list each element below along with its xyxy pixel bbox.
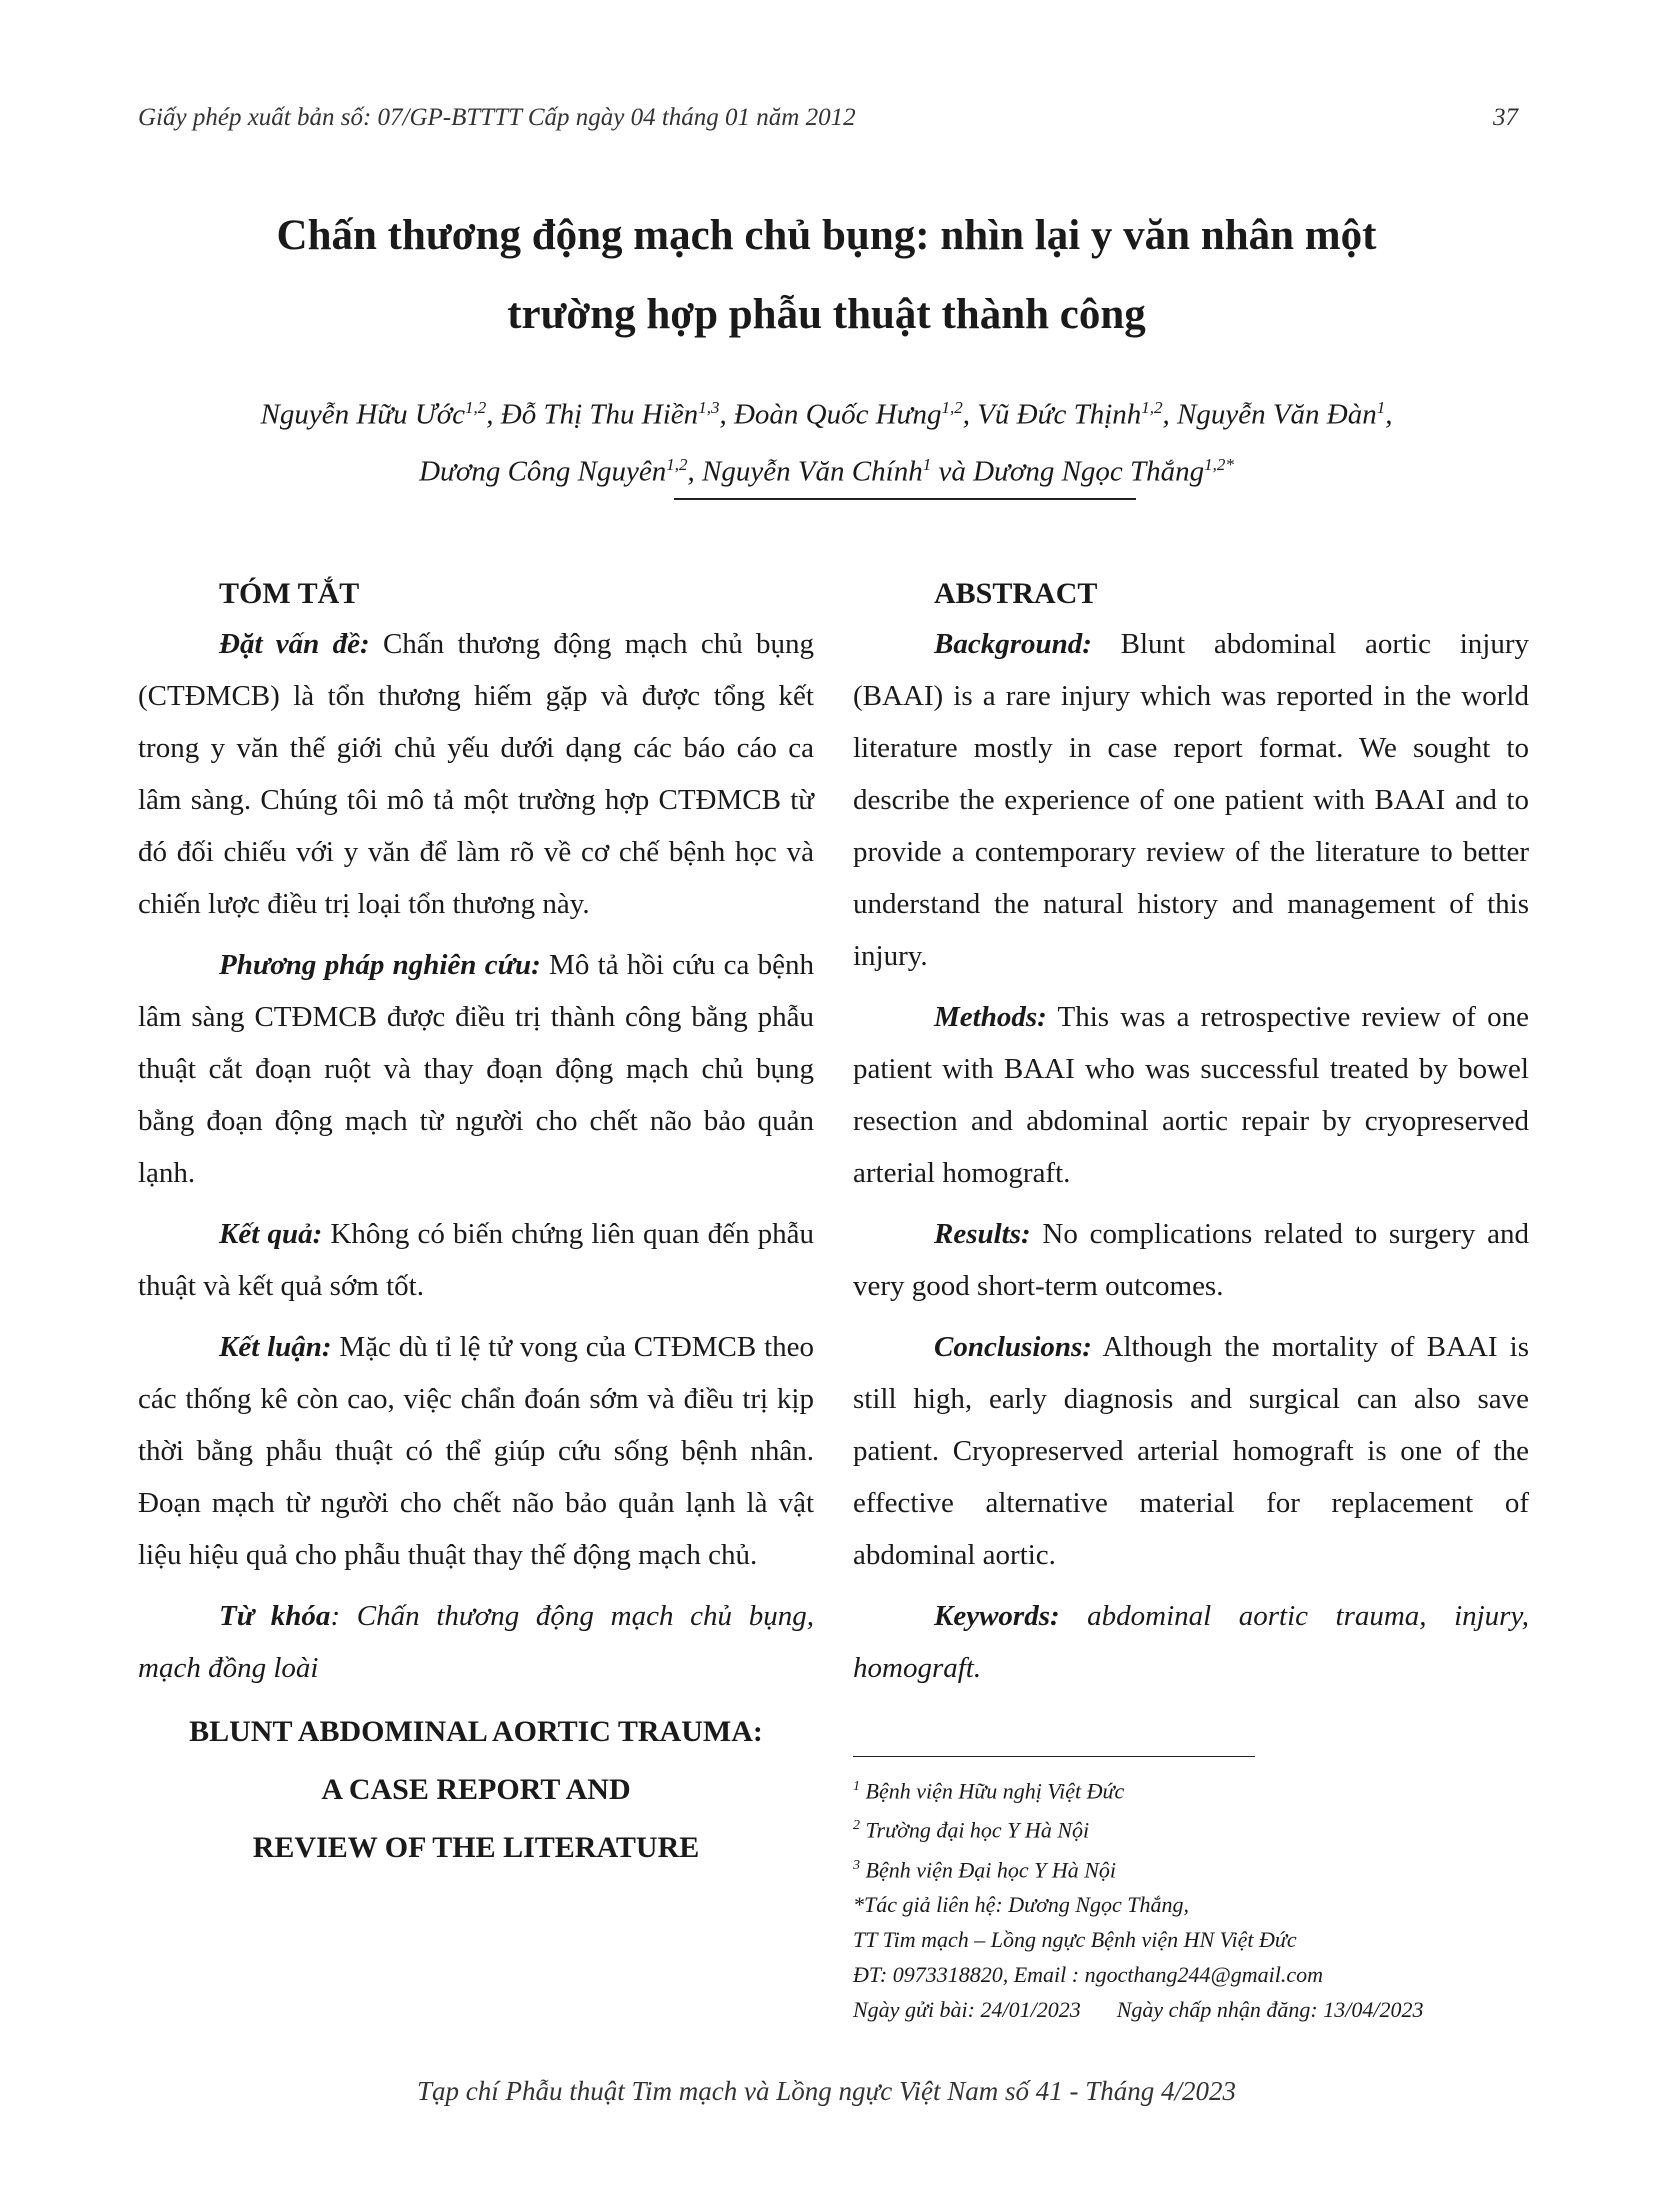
abstract-keywords-label: Keywords:: [934, 1600, 1060, 1632]
submission-dates: [853, 1992, 1529, 2027]
author-name: Đoàn Quốc Hưng: [733, 398, 942, 431]
author-list: [120, 383, 1533, 496]
corresponding-department: TT Tim mạch – Lồng ngực Bệnh viện HN Việt Đức: [853, 1926, 1297, 1952]
author-name: Vũ Đức Thịnh: [977, 398, 1142, 431]
affiliation-text: Bệnh viện Hữu nghị Việt Đức: [860, 1778, 1125, 1804]
title-line-2: trường hợp phẫu thuật thành công: [507, 291, 1146, 338]
contact-info: ĐT: 0973318820, Email : ngocthang244@gmail.com: [853, 1961, 1323, 1987]
abstract-keywords-text: abdominal aortic trauma, injury, homograft.: [853, 1600, 1529, 1684]
author-affiliation: 1,2*: [1204, 454, 1234, 474]
authors-conjunction: và: [938, 455, 966, 488]
affiliation-text: Bệnh viện Đại học Y Hà Nội: [860, 1856, 1117, 1882]
footnote-divider: [853, 1756, 1255, 1757]
abstract-background-text: Blunt abdominal aortic injury (BAAI) is a rare injury which was reported in the world literature mostly in case report format. We sought to describe the experience of one patient with BAAI and to provide a contemporary review of the literature to better understand the natural history and management of this injury.: [853, 628, 1529, 972]
footnotes: [853, 1769, 1529, 2027]
abstract-methods-label: Methods:: [934, 1001, 1047, 1033]
author-name: Đỗ Thị Thu Hiền: [500, 398, 699, 431]
summary-background: [138, 618, 814, 930]
title-line-1: Chấn thương động mạch chủ bụng: nhìn lại y văn nhân một: [276, 212, 1377, 259]
abstract-keywords: [853, 1590, 1529, 1694]
summary-methods: [138, 939, 814, 1199]
affiliation-3: [853, 1848, 1529, 1887]
summary-conclusions-label: Kết luận:: [219, 1331, 332, 1363]
english-title-line-2: A CASE REPORT AND: [321, 1773, 631, 1806]
english-abstract-column: [853, 570, 1529, 2027]
author-name: Nguyễn Văn Đàn: [1177, 398, 1377, 431]
article-title: [120, 196, 1533, 354]
author-line-1: Nguyễn Hữu Ước$^{1,2}$, Đỗ Thị Thu Hiền$^{1,3}$, Đoàn Quốc Hưng$^{1,2}$, Vũ Đức Thịnh$^{1,2}$, Nguyễn Văn Đàn$^1$,: [260, 398, 1393, 431]
received-date: Ngày gửi bài: 24/01/2023: [853, 1996, 1081, 2022]
abstract-results-text: No complications related to surgery and very good short-term outcomes.: [853, 1218, 1529, 1302]
author-name: Dương Ngọc Thắng: [973, 455, 1205, 488]
abstract-conclusions-text: Although the mortality of BAAI is still high, early diagnosis and surgical can also save patient. Cryopreserved arterial homograft is one of the effective alternative material for replacement of abdominal aortic.: [853, 1331, 1529, 1571]
author-name: Dương Công Nguyên: [419, 455, 667, 488]
author-name: Nguyễn Văn Chính: [702, 455, 923, 488]
author-affiliation: 1,3: [698, 398, 720, 417]
affiliation-text: Trường đại học Y Hà Nội: [860, 1817, 1090, 1843]
summary-results-label: Kết quả:: [219, 1218, 323, 1250]
author-affiliation: 1,2: [1141, 398, 1163, 417]
author-affiliation: 1: [922, 454, 932, 474]
license-line: Giấy phép xuất bản số: 07/GP-BTTTT Cấp ngày 04 tháng 01 năm 2012: [138, 104, 856, 131]
abstract-methods-text: This was a retrospective review of one patient with BAAI who was successful treated by bowel resection and abdominal aortic repair by cryopreserved arterial homograft.: [853, 1001, 1529, 1189]
author-affiliation: 1,2: [941, 398, 963, 417]
summary-keywords: [138, 1590, 814, 1694]
summary-results: [138, 1208, 814, 1312]
summary-keywords-text: : Chấn thương động mạch chủ bụng, mạch đồng loài: [138, 1600, 814, 1684]
author-affiliation: 1: [1376, 398, 1386, 417]
summary-methods-label: Phương pháp nghiên cứu:: [219, 949, 541, 981]
vietnamese-summary-column: [138, 570, 814, 1877]
author-line-2: Dương Công Nguyên$^{1,2}$, Nguyễn Văn Chính$^1$ và Dương Ngọc Thắng$^{1,2*}$: [419, 454, 1234, 488]
summary-heading: TÓM TẮT: [219, 577, 360, 610]
abstract-background-label: Background:: [934, 628, 1092, 660]
summary-conclusions-text: Mặc dù tỉ lệ tử vong của CTĐMCB theo các thống kê còn cao, việc chẩn đoán sớm và điều trị kịp thời bằng phẫu thuật có thể giúp cứu sống bệnh nhân. Đoạn mạch từ người cho chết não bảo quản lạnh là vật liệu hiệu quả cho phẫu thuật thay thế động mạch chủ.: [138, 1331, 814, 1571]
page-number: 37: [1493, 104, 1518, 131]
english-title-line-3: REVIEW OF THE LITERATURE: [252, 1831, 700, 1864]
summary-background-text: Chấn thương động mạch chủ bụng (CTĐMCB) là tổn thương hiếm gặp và được tổng kết trong y văn thế giới chủ yếu dưới dạng các báo cáo ca lâm sàng. Chúng tôi mô tả một trường hợp CTĐMCB từ đó đối chiếu với y văn để làm rõ về cơ chế bệnh học và chiến lược điều trị loại tổn thương này.: [138, 628, 815, 920]
author-name: Nguyễn Hữu Ước: [260, 398, 466, 431]
running-header: [138, 104, 1518, 132]
abstract-heading: ABSTRACT: [934, 577, 1098, 610]
abstract-background: [853, 618, 1529, 982]
affiliation-number: 3: [853, 1857, 860, 1873]
summary-keywords-label: Từ khóa: [219, 1600, 331, 1632]
corresponding-author: *Tác giả liên hệ: Dương Ngọc Thắng,: [853, 1891, 1189, 1917]
english-title: [138, 1703, 814, 1877]
abstract-methods: [853, 991, 1529, 1199]
abstract-conclusions-label: Conclusions:: [934, 1331, 1092, 1363]
abstract-conclusions: [853, 1321, 1529, 1581]
affiliation-number: 1: [853, 1779, 860, 1794]
summary-background-label: Đặt vấn đề:: [219, 628, 370, 660]
abstract-results: [853, 1208, 1529, 1312]
title-divider: [674, 498, 1136, 500]
running-footer: Tạp chí Phẫu thuật Tim mạch và Lồng ngực Việt Nam số 41 - Tháng 4/2023: [417, 2076, 1236, 2106]
abstract-results-label: Results:: [934, 1218, 1031, 1250]
summary-methods-text: Mô tả hồi cứu ca bệnh lâm sàng CTĐMCB được điều trị thành công bằng phẫu thuật cắt đoạn ruột và thay đoạn động mạch chủ bụng bằng đoạn động mạch từ người cho chết não bảo quản lạnh.: [138, 949, 814, 1189]
summary-results-text: Không có biến chứng liên quan đến phẫu thuật và kết quả sớm tốt.: [138, 1218, 815, 1302]
author-affiliation: 1,2: [666, 454, 688, 474]
accepted-date: Ngày chấp nhận đăng: 13/04/2023: [1116, 1996, 1424, 2022]
author-affiliation: 1,2: [465, 398, 487, 417]
affiliation-number: 2: [853, 1818, 860, 1834]
english-title-line-1: BLUNT ABDOMINAL AORTIC TRAUMA:: [189, 1715, 763, 1748]
affiliation-1: [853, 1769, 1529, 1808]
summary-conclusions: [138, 1321, 814, 1581]
affiliation-2: [853, 1808, 1529, 1847]
